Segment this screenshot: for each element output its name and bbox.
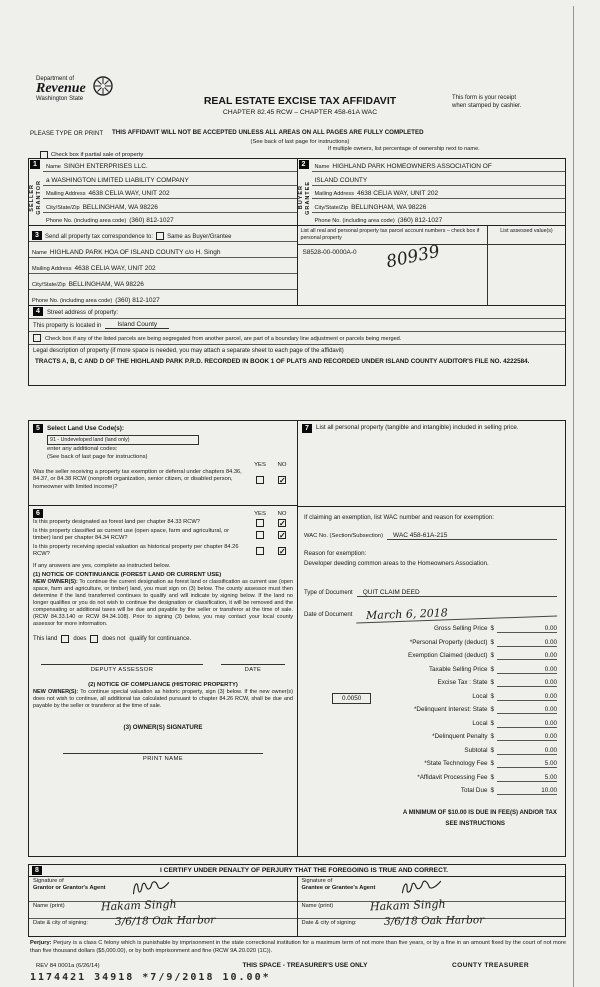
deputy-assessor-signature-line [41, 657, 203, 665]
fee-value: 0.00 [497, 666, 557, 674]
fee-row-subtotal [304, 747, 557, 761]
warning-label: THIS AFFIDAVIT WILL NOT BE ACCEPTED UNLESS ALL AREAS ON ALL PAGES ARE FULLY COMPLETED [112, 129, 424, 136]
fee-value: 0.00 [497, 747, 557, 755]
doc-date-label: Date of Document [304, 612, 353, 618]
grantee-signature [397, 875, 447, 899]
fee-value: 5.00 [497, 774, 557, 782]
fee-row-delinquent-interest-state [304, 706, 557, 720]
doc-type-value: QUIT CLAIM DEED [357, 589, 557, 597]
parcel-numbers-content [298, 241, 488, 305]
seller-address-label: Mailing Address [46, 191, 86, 198]
dollar-sign: $ [490, 733, 494, 740]
fee-value: 0.00 [497, 693, 557, 701]
buyer-side-label [298, 170, 311, 225]
sec5-yes-header: YES [254, 461, 266, 468]
fee-label: Local [472, 692, 488, 700]
fee-value: 0.00 [497, 625, 557, 633]
please-type-label: PLEASE TYPE OR PRINT [30, 130, 104, 137]
form-title: REAL ESTATE EXCISE TAX AFFIDAVIT [203, 95, 397, 107]
continuance-pre: This land [33, 635, 58, 642]
fee-row-total-due [304, 787, 557, 801]
historic-question-row [33, 544, 293, 559]
fee-value: 10.00 [497, 787, 557, 795]
middle-section [28, 420, 566, 857]
assessed-values-header: List assessed value(s) [488, 226, 565, 245]
minimum-fee-note: A MINIMUM OF $10.00 IS DUE IN FEE(S) AND/OR TAX [402, 809, 557, 816]
partial-sale-label: Check box if partial sale of property [51, 152, 144, 158]
current-use-no-checkbox[interactable]: ✓ [279, 531, 286, 541]
does-not-checkbox[interactable] [90, 635, 98, 643]
grantor-date-city-value: 3/6/18 Oak Harbor [114, 914, 216, 929]
multiple-owners-label: If multiple owners, list percentage of ownership next to name. [328, 146, 480, 152]
land-use-title: Select Land Use Code(s): [47, 425, 125, 432]
buyer-name2-value: ISLAND COUNTY [314, 176, 368, 184]
dollar-sign: $ [490, 706, 494, 713]
selling-price-panel [298, 421, 565, 856]
grantee-date-city-label: Date & city of signing: [301, 920, 357, 927]
dor-logo [36, 74, 115, 103]
county-treasurer-label: COUNTY TREASURER [452, 962, 529, 969]
fee-label: Total Due [460, 787, 488, 794]
continuance-row [33, 635, 293, 643]
correspondence-citystatezip-row [29, 274, 297, 290]
seller-phone-value: (360) 812-1027 [129, 217, 174, 225]
forest-land-question-row [33, 519, 293, 527]
section-1-badge: 1 [30, 160, 40, 169]
buyer-name-label: Name [314, 164, 330, 171]
seller-name2-value: a WASHINGTON LIMITED LIABILITY COMPANY [46, 176, 189, 184]
notice1-text: To continue the current designation as forest land or classification as current use (open space, farm and agriculture, or timber) land, you must sign on (3) below. The county assessor must then determine if the land transferred continues to qualify and will indicate by signing below. If the land no longer qualifies or you do not wish to continue the designation or classification, it will be removed and the compensating or additional taxes will be due and payable by the seller or transferor at the time of sale. (RCW 84.33.140 or RCW 84.34.108). Prior to signing (3) below, you may contact your local county assessor for more information. [33, 578, 294, 628]
current-use-yes-checkbox[interactable] [256, 531, 264, 539]
fee-label: Gross Selling Price [433, 625, 488, 632]
dor-logo-text [36, 76, 86, 102]
seller-citystatezip-label: City/State/Zip [46, 204, 80, 211]
seller-name2-row [43, 172, 297, 185]
grantor-date-city-label: Date & city of signing: [33, 920, 89, 927]
fee-label: *Delinquent Penalty [432, 733, 488, 740]
correspondence-citystatezip-value: BELLINGHAM, WA 98226 [68, 281, 144, 288]
correspondence-name-value: HIGHLAND PARK HOA OF ISLAND COUNTY c/o H. Singh [49, 249, 221, 256]
sunburst-logo-icon [91, 74, 115, 103]
buyer-citystatezip-value: BELLINGHAM, WA 98226 [351, 203, 427, 211]
does-checkbox[interactable] [61, 635, 69, 643]
dollar-sign: $ [490, 665, 494, 673]
fee-row-delinquent-penalty [304, 733, 557, 747]
fee-value: 0.00 [497, 706, 557, 714]
fee-label: *Affidavit Processing Fee [417, 773, 488, 781]
scan-edge-line [573, 6, 574, 987]
seller-side-top: SELLER [29, 183, 35, 212]
doc-date-row [304, 606, 557, 623]
buyer-address-row [312, 186, 566, 199]
correspondence-phone-value: (360) 812-1027 [115, 297, 160, 304]
correspondence-left [29, 226, 297, 305]
segregated-row [29, 332, 565, 345]
assessor-date-block [221, 657, 285, 673]
land-use-see-back-label: (See back of last page for instructions) [47, 453, 148, 460]
exemption-yes-checkbox[interactable] [256, 476, 264, 484]
correspondence-section [28, 226, 566, 306]
buyer-name2-row [312, 172, 566, 185]
forest-land-question: Is this property designated as forest land per chapter 84.33 RCW? [33, 519, 200, 525]
fee-value: 5.00 [497, 760, 557, 768]
see-back-label: (See back of last page for instructions) [250, 139, 350, 145]
sec6-no-header: NO [277, 510, 287, 517]
wac-label: WAC No. (Section/Subsection) [304, 533, 384, 539]
fee-label: Taxable Selling Price [429, 665, 488, 673]
fee-value: 0.00 [497, 652, 557, 660]
buyer-name-value: HIGHLAND PARK HOMEOWNERS ASSOCIATION OF [332, 163, 492, 171]
if-yes-note: If any answers are yes, complete as instructed below. [33, 562, 171, 569]
located-in-label: This property is located in [33, 323, 102, 329]
local-rate-box: 0.0050 [332, 693, 371, 704]
notice1-lead: NEW OWNER(S): [33, 578, 78, 585]
form-chapter: CHAPTER 82.45 RCW – CHAPTER 458-61A WAC [222, 109, 378, 116]
dollar-sign: $ [490, 746, 494, 754]
historic-yes-checkbox[interactable] [256, 547, 264, 555]
sec6-yes-no-header [43, 511, 293, 517]
deputy-assessor-block [41, 657, 203, 673]
does-not-label: does not [102, 635, 126, 642]
reason-label: Reason for exemption: [304, 550, 367, 557]
correspondence-phone-label: Phone No. (including area code) [32, 298, 113, 304]
buyer-address-value: 4638 CELIA WAY, UNIT 202 [357, 190, 439, 198]
buyer-address-label: Mailing Address [314, 191, 354, 198]
buyer-citystatezip-label: City/State/Zip [314, 204, 349, 211]
located-in-value: Island County [105, 321, 169, 329]
dollar-sign: $ [490, 679, 494, 686]
seller-address-value: 4638 CELIA WAY, UNIT 202 [88, 190, 170, 198]
parcel-numbers-header: List all real and personal property tax parcel account numbers – check box if personal property [298, 226, 488, 245]
correspondence-citystatezip-label: City/State/Zip [32, 282, 66, 288]
right-column-divider [298, 506, 565, 507]
print-name-label: PRINT NAME [142, 756, 184, 763]
street-address-row [29, 306, 565, 319]
fee-row-state-technology-fee [304, 760, 557, 774]
grantee-name-print-label: Name (print) [301, 902, 334, 909]
dollar-sign: $ [490, 692, 494, 700]
current-use-question: Is this property classified as current use (open space, farm and agricultural, or timber) land per chapter 84.34 RCW? [33, 528, 229, 542]
assessed-values-column [487, 226, 565, 305]
dept-line-2: Revenue [36, 80, 86, 96]
dept-line-1: Department of [36, 75, 75, 82]
fee-label: Excise Tax : State [437, 679, 488, 686]
seller-citystatezip-row [43, 199, 297, 212]
form-rev-number: REV 84 0001a (6/26/14) [36, 963, 100, 969]
dollar-sign: $ [490, 760, 494, 767]
grantor-signature [128, 875, 178, 899]
fee-row-gross [304, 625, 557, 639]
exemption-no-checkbox[interactable]: ✓ [279, 476, 286, 486]
historic-question: Is this property receiving special valuation as historical property per chapter 84.26 RCW? [33, 543, 239, 558]
dollar-sign: $ [490, 625, 494, 632]
historic-no-checkbox[interactable]: ✓ [279, 547, 286, 557]
fee-label: Exemption Claimed (deduct) [408, 652, 488, 659]
exemption-question-text: Was the seller receiving a property tax exemption or deferral under chapters 84.36, 84.37, or 84.38 RCW (nonprofit organization, senior citizen, or disabled person, homeowner with limited income)? [33, 468, 242, 490]
section-7-badge: 7 [302, 424, 312, 433]
parcel-number-value: S8528-00-0000A-0 [302, 249, 357, 256]
fee-row-exemption-claimed [304, 652, 557, 666]
section-6-badge: 6 [33, 509, 43, 518]
forest-yes-checkbox[interactable] [256, 519, 264, 527]
reason-value: Developer deeding common areas to the Homeowners Association. [304, 560, 489, 567]
fee-row-taxable [304, 666, 557, 680]
legal-description-label-row [29, 345, 565, 356]
assessor-date-line [221, 657, 285, 665]
correspondence-address-row [29, 258, 297, 274]
owners-signature-label: (3) OWNER(S) SIGNATURE [123, 724, 203, 732]
correspondence-name-label: Name [32, 250, 47, 256]
seller-name-row [43, 159, 297, 172]
fee-row-excise-state [304, 679, 557, 693]
grantee-signature-of-label: Signature of [301, 878, 333, 884]
legal-description-label: Legal description of property (if more space is needed, you may attach a separate sheet to each page of the affidavit) [33, 348, 344, 354]
cashier-receipt-stamp: 1174421 34918 *7/9/2018 10.00* [30, 972, 271, 983]
handwritten-parcel-value: 80939 [384, 241, 442, 273]
fee-label: *Personal Property (deduct) [409, 638, 488, 646]
doc-date-value: March 6, 2018 [356, 603, 557, 624]
seller-citystatezip-value: BELLINGHAM, WA 98226 [82, 203, 158, 211]
exemption-intro-label: If claiming an exemption, list WAC number and reason for exemption: [304, 514, 494, 521]
receipt-note [452, 95, 556, 111]
doc-type-row [304, 589, 557, 597]
fee-row-personal-property [304, 639, 557, 653]
see-instructions-note: SEE INSTRUCTIONS [445, 820, 505, 827]
section-3-badge: 3 [32, 231, 42, 240]
continuance-post: qualify for continuance. [129, 635, 192, 642]
print-name-line [63, 753, 263, 754]
grantee-name-value: Hakam Singh [369, 897, 446, 914]
section-8-badge: 8 [32, 866, 42, 875]
forest-no-checkbox[interactable]: ✓ [279, 519, 286, 528]
street-address-label: Street address of property: [47, 310, 119, 316]
deputy-assessor-row [41, 657, 285, 673]
wac-row [304, 532, 557, 540]
fee-row-affidavit-processing-fee [304, 774, 557, 788]
correspondence-phone-row [29, 290, 297, 305]
fee-label: Subtotal [464, 746, 488, 754]
certification-statement: I CERTIFY UNDER PENALTY OF PERJURY THAT THE FOREGOING IS TRUE AND CORRECT. [160, 867, 448, 874]
parcel-numbers-panel [297, 226, 566, 305]
correspondence-intro-row [29, 226, 297, 242]
fee-value: 0.00 [497, 720, 557, 728]
grantee-date-city-value: 3/6/18 Oak Harbor [383, 914, 484, 929]
correspondence-intro-label: Send all property tax correspondence to: [45, 234, 154, 240]
buyer-phone-label: Phone No. (including area code) [314, 218, 395, 225]
grantor-certification-column [29, 877, 297, 936]
seller-address-row [43, 186, 297, 199]
grantee-agent-label: Grantee or Grantee's Agent [301, 885, 376, 892]
grantee-certification-column [297, 877, 566, 936]
receipt-note-line2: when stamped by cashier. [452, 102, 522, 109]
doc-type-label: Type of Document [304, 590, 353, 596]
buyer-phone-row [312, 213, 566, 225]
deputy-assessor-label: DEPUTY ASSESSOR [90, 666, 154, 673]
sec6-yes-header: YES [254, 510, 266, 517]
dollar-sign: $ [490, 719, 494, 727]
notice2-text: To continue special valuation as historic property, sign (3) below. If the new owner(s) does not wish to continue, all additional tax calculated pursuant to chapter 84.26 RCW, shall be due and payable by the seller or transferor at the time of sale. [33, 688, 294, 709]
buyer-side-top: BUYER [297, 185, 304, 210]
notice2-lead: NEW OWNER(S): [33, 688, 79, 695]
same-as-buyer-label: Same as Buyer/Grantee [167, 234, 232, 240]
dollar-sign: $ [490, 773, 494, 781]
buyer-phone-value: (360) 812-1027 [397, 217, 443, 225]
fees-table [304, 625, 557, 801]
grantor-name-value: Hakam Singh [100, 897, 177, 914]
section-4-badge: 4 [33, 307, 43, 316]
sec5-no-header: NO [277, 461, 287, 468]
legal-description-value: TRACTS A, B, C AND D OF THE HIGHLAND PARK P.R.D. RECORDED IN BOOK 1 OF PLATS AND RECORDED UNDER ISLAND COUNTY AUDITOR'S FILE NO. 4222584. [35, 358, 530, 365]
dept-line-3: Washington State [36, 95, 84, 102]
segregated-label: Check box if any of the listed parcels are being segregated from another parcel, are part of a boundary line adjustment or parcels being merged. [45, 336, 402, 342]
buyer-citystatezip-row [312, 199, 566, 212]
dollar-sign: $ [490, 787, 494, 794]
assessor-date-label: DATE [244, 666, 262, 673]
seller-phone-row [43, 213, 297, 225]
receipt-note-line1: This form is your receipt [452, 95, 517, 101]
notice1-title: (1) NOTICE OF CONTINUANCE (FOREST LAND OR CURRENT USE) [33, 571, 222, 578]
sec5-yes-no-header [33, 462, 293, 468]
exemption-question-row [33, 469, 293, 491]
wac-value: WAC 458-61A-215 [387, 532, 557, 540]
current-use-question-row [33, 528, 293, 543]
perjury-body: Perjury is a class C felony which is punishable by imprisonment in the state correctional institution for a maximum term of not more than five years, or by a fine in an amount fixed by the court of not more than five thousand dollars ($5,000.00), or by both imprisonment and fine (RCW 9A.20.020 (1C)). [30, 940, 566, 954]
fee-value: 0.00 [497, 639, 557, 647]
seller-name-label: Name [46, 164, 61, 171]
segregated-checkbox[interactable] [33, 334, 41, 342]
fee-label: *Delinquent Interest: State [413, 706, 488, 713]
fee-label: *State Technology Fee [424, 760, 488, 767]
dollar-sign: $ [490, 638, 494, 646]
buyer-side-bottom: GRANTEE [304, 180, 311, 215]
same-as-buyer-checkbox[interactable] [156, 232, 164, 240]
buyer-name-row [312, 159, 566, 172]
grantor-name-print-label: Name (print) [33, 902, 65, 909]
does-label: does [73, 635, 87, 642]
perjury-statement [30, 940, 566, 955]
correspondence-address-value: 4638 CELIA WAY, UNIT 202 [74, 265, 156, 272]
grantor-agent-label: Grantor or Grantor's Agent [33, 885, 106, 892]
notice2-body [33, 689, 293, 710]
land-use-code-value[interactable]: 91 - Undeveloped land (land only) [47, 435, 199, 445]
fee-row-delinquent-interest-local [304, 720, 557, 734]
correspondence-name-row [29, 242, 297, 258]
land-use-section [29, 421, 297, 506]
seller-side-label [29, 170, 42, 225]
seller-side-bottom: GRANTOR [36, 180, 42, 215]
dollar-sign: $ [490, 652, 494, 659]
grantee-date-row [298, 914, 566, 936]
section-seller [29, 159, 297, 225]
correspondence-address-label: Mailing Address [32, 266, 72, 272]
fee-label: Local [472, 719, 488, 727]
section-buyer [297, 159, 566, 225]
property-section [28, 306, 566, 386]
notice1-body [33, 579, 293, 629]
parties-section [28, 158, 566, 226]
classification-section [29, 506, 297, 856]
section-2-badge: 2 [299, 160, 309, 169]
located-in-row [29, 319, 565, 332]
notice2-title: (2) NOTICE OF COMPLIANCE (HISTORIC PROPERTY) [88, 681, 238, 688]
treasurer-space-label: THIS SPACE - TREASURER'S USE ONLY [242, 962, 368, 969]
seller-phone-label: Phone No. (including area code) [46, 218, 127, 225]
section-5-badge: 5 [33, 424, 43, 433]
grantor-signature-of-label: Signature of [33, 878, 64, 884]
personal-property-label: List all personal property (tangible and intangible) included in selling price. [316, 424, 519, 431]
seller-name-value: SINGH ENTERPRISES LLC. [63, 163, 148, 171]
grantor-date-row [29, 914, 297, 936]
perjury-lead: Perjury: [30, 940, 52, 946]
fee-value: 0.00 [497, 733, 557, 741]
certification-section [28, 864, 566, 937]
fee-value: 0.00 [497, 679, 557, 687]
additional-codes-label: enter any additional codes: [47, 446, 118, 452]
